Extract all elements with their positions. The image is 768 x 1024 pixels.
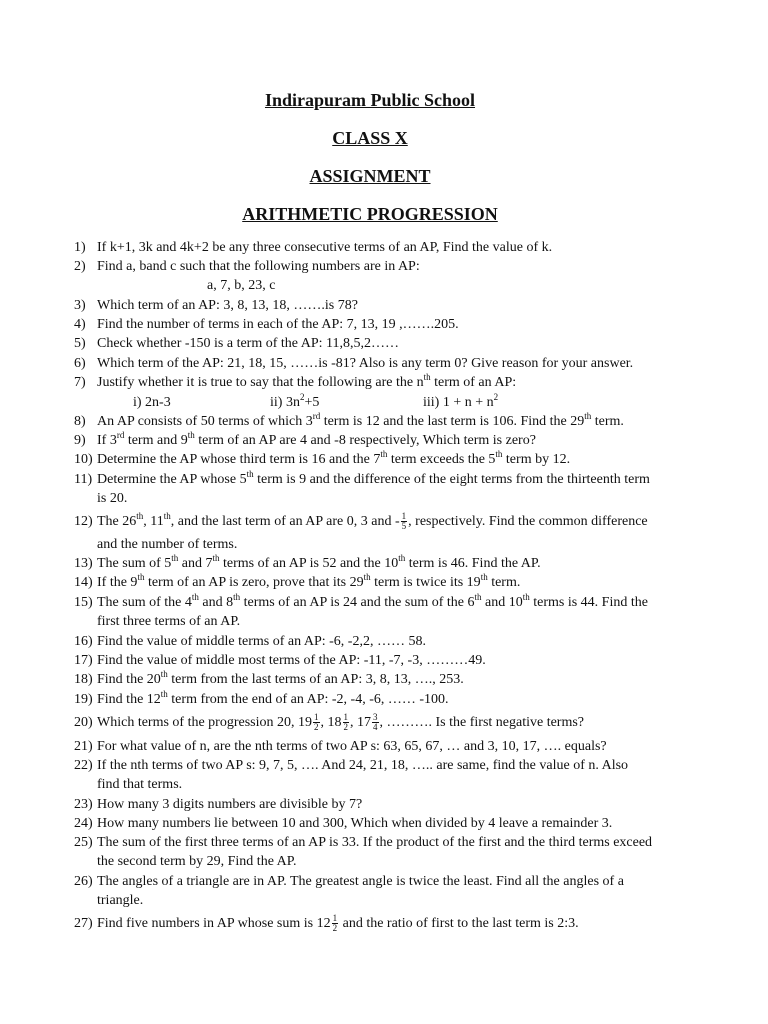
question-text-continued: find that terms. xyxy=(97,777,183,793)
question-number: 18) xyxy=(74,672,93,687)
question-text: Find the number of terms in each of the AP: 7, 13, 19 ,…….205. xyxy=(97,317,459,332)
question-2-sequence: a, 7, b, 23, c xyxy=(207,278,276,293)
question-number: 19) xyxy=(74,692,93,707)
question-text: Which term of the AP: 21, 18, 15, ……is -81? Also is any term 0? Give reason for your answer. xyxy=(97,356,634,371)
question-text: The 26th, 11th, and the last term of an AP are 0, 3 and - $\frac{1}{5}$ , respectively. Find the common difference xyxy=(97,511,648,532)
question-text: Find the value of middle terms of an AP: -6, -2,2, …… 58. xyxy=(97,634,426,649)
question-text-continued: is 20. xyxy=(97,491,128,507)
question-number: 22) xyxy=(74,758,93,773)
fraction: $\frac{3}{4}$ xyxy=(373,712,378,733)
question-11 xyxy=(74,470,724,508)
question-text: If 3rd term and 9th term of an AP are 4 and -8 respectively, Which term is zero? xyxy=(97,430,536,448)
question-number: 14) xyxy=(74,575,93,590)
question-text: The angles of a triangle are in AP. The greatest angle is twice the least. Find all the angles of a xyxy=(97,874,624,889)
question-19 xyxy=(74,690,724,709)
question-number: 1) xyxy=(74,240,86,255)
question-26 xyxy=(74,872,724,910)
question-number: 9) xyxy=(74,433,86,448)
question-text: How many numbers lie between 10 and 300, Which when divided by 4 leave a remainder 3. xyxy=(97,816,613,831)
question-15 xyxy=(74,593,724,631)
question-text: Justify whether it is true to say that the following are the $n^{th}$ term of an AP: xyxy=(97,372,517,390)
question-16 xyxy=(74,632,724,651)
question-text: Determine the AP whose 5th term is 9 and the difference of the eight terms from the thirteenth term xyxy=(97,469,650,487)
question-text: The sum of the 4th and 8th terms of an AP is 24 and the sum of the 6th and 10th terms is 44. Find the xyxy=(97,592,648,610)
question-number: 13) xyxy=(74,556,93,571)
question-24 xyxy=(74,814,724,833)
question-18 xyxy=(74,670,724,689)
question-number: 23) xyxy=(74,797,93,812)
fraction: $\frac{1}{5}$ xyxy=(401,511,407,532)
question-12-continued: and the number of terms. xyxy=(97,537,238,552)
question-number: 26) xyxy=(74,874,93,889)
question-number: 16) xyxy=(74,634,93,649)
question-text: If k+1, 3k and 4k+2 be any three consecutive terms of an AP, Find the value of k. xyxy=(97,240,553,255)
fraction: $\frac{1}{2}$ xyxy=(332,913,338,934)
question-12 xyxy=(74,512,724,531)
question-text: Which term of an AP: 3, 8, 13, 18, …….is 78? xyxy=(97,298,358,313)
question-7-option-ii: ii) $3n^2+5$ xyxy=(270,392,320,410)
question-number: 3) xyxy=(74,298,86,313)
question-text: Find the value of middle most terms of the AP: -11, -7, -3, ………49. xyxy=(97,653,486,668)
question-text: Check whether -150 is a term of the AP: 11,8,5,2…… xyxy=(97,336,399,351)
question-number: 15) xyxy=(74,595,93,610)
question-3 xyxy=(74,296,724,315)
question-text: How many 3 digits numbers are divisible by 7? xyxy=(97,797,363,812)
class-heading: CLASS X xyxy=(332,128,408,148)
question-1 xyxy=(74,238,724,257)
question-text-continued: first three terms of an AP. xyxy=(97,614,241,630)
fraction: $\frac{1}{2}$ xyxy=(343,712,349,733)
fraction: $\frac{1}{2}$ xyxy=(314,712,319,733)
question-6 xyxy=(74,354,724,373)
school-name: Indirapuram Public School xyxy=(264,90,476,110)
question-number: 7) xyxy=(74,375,86,390)
question-number: 21) xyxy=(74,739,93,754)
question-27 xyxy=(74,914,724,933)
question-10 xyxy=(74,450,724,469)
question-7 xyxy=(74,373,724,392)
question-number: 11) xyxy=(74,472,93,487)
question-number: 12) xyxy=(74,514,93,529)
question-number: 24) xyxy=(74,816,93,831)
question-text-continued: the second term by 29, Find the AP. xyxy=(97,854,297,870)
question-text: Find the 20th term from the last terms of an AP: 3, 8, 13, …., 253. xyxy=(97,669,464,687)
question-text: Find the 12th term from the end of an AP: -2, -4, -6, …… -100. xyxy=(97,689,449,707)
question-text: An AP consists of 50 terms of which 3rd term is 12 and the last term is 106. Find the 29th term. xyxy=(97,411,624,429)
assignment-heading: ASSIGNMENT xyxy=(309,166,431,186)
question-text: Determine the AP whose third term is 16 and the 7th term exceeds the 5th term by 12. xyxy=(97,449,571,467)
question-text: If the nth terms of two AP s: 9, 7, 5, …. And 24, 21, 18, ….. are same, find the value of n. Also xyxy=(97,758,629,773)
question-number: 25) xyxy=(74,835,93,850)
question-17 xyxy=(74,651,724,670)
question-9 xyxy=(74,431,724,450)
question-number: 17) xyxy=(74,653,93,668)
question-22 xyxy=(74,756,724,794)
question-25 xyxy=(74,833,724,871)
question-20 xyxy=(74,713,724,732)
question-number: 5) xyxy=(74,336,86,351)
question-number: 4) xyxy=(74,317,86,332)
question-text: The sum of the first three terms of an AP is 33. If the product of the first and the third terms exceed xyxy=(97,835,653,850)
question-5 xyxy=(74,334,724,353)
question-number: 8) xyxy=(74,414,86,429)
question-text: Find a, band c such that the following numbers are in AP: xyxy=(97,259,420,274)
question-2 xyxy=(74,257,724,276)
question-text: For what value of n, are the nth terms of two AP s: 63, 65, 67, … and 3, 10, 17, …. equals? xyxy=(97,739,607,754)
question-number: 10) xyxy=(74,452,93,467)
question-4 xyxy=(74,315,724,334)
question-number: 2) xyxy=(74,259,86,274)
question-text: If the 9th term of an AP is zero, prove that its 29th term is twice its 19th term. xyxy=(97,572,521,590)
question-number: 20) xyxy=(74,715,93,730)
question-7-option-i: i) 2n-3 xyxy=(133,395,171,410)
question-number: 6) xyxy=(74,356,86,371)
question-14 xyxy=(74,573,724,592)
question-13 xyxy=(74,554,724,573)
question-21 xyxy=(74,737,724,756)
question-7-option-iii: iii) $1 + n + n^2$ xyxy=(423,392,499,410)
question-text-continued: triangle. xyxy=(97,893,144,909)
question-8 xyxy=(74,412,724,431)
question-number: 27) xyxy=(74,916,93,931)
question-23 xyxy=(74,795,724,814)
subject-heading: ARITHMETIC PROGRESSION xyxy=(242,204,498,224)
question-text: Which terms of the progression 20, 19 $\frac{1}{2}$ , 18 $\frac{1}{2}$ , 17 $\frac{3}{4}$ , ………. Is the first negative terms? xyxy=(97,712,585,733)
question-text: The sum of 5th and 7th terms of an AP is 52 and the 10th term is 46. Find the AP. xyxy=(97,553,541,571)
question-text: Find five numbers in AP whose sum is 12 $\frac{1}{2}$ and the ratio of first to the last term is 2:3. xyxy=(97,913,579,934)
